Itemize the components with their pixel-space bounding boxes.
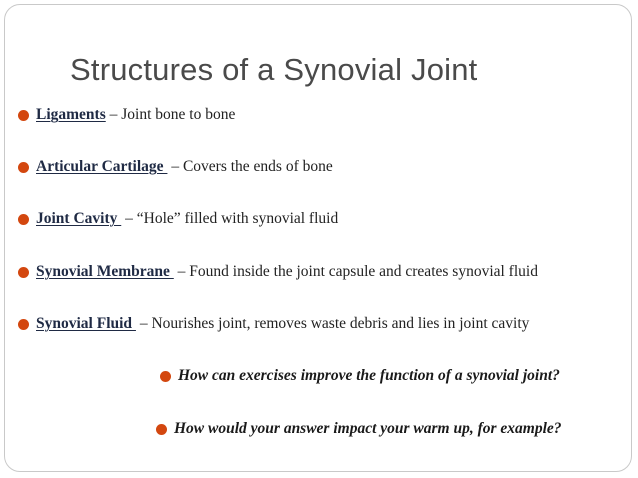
bullet-ligaments (18, 106, 235, 124)
question-text: How can exercises improve the function of a synovial joint? (178, 367, 560, 384)
bullet-synovial-fluid (18, 315, 529, 333)
bullet-description: – Joint bone to bone (105, 106, 236, 123)
bullet-joint-cavity (18, 210, 338, 228)
bullet-term: Articular Cartilage (36, 158, 168, 175)
question-text: How would your answer impact your warm up, for example? (174, 420, 562, 437)
question-warm-up (156, 420, 562, 438)
bullet-dot-icon (18, 267, 29, 278)
bullet-dot-icon (156, 424, 167, 435)
bullet-dot-icon (18, 319, 29, 330)
bullet-dot-icon (18, 162, 29, 173)
bullet-articular-cartilage (18, 158, 333, 176)
bullet-description: – “Hole” filled with synovial fluid (121, 210, 339, 227)
slide-title: Structures of a Synovial Joint (70, 52, 478, 87)
bullet-description: – Nourishes joint, removes waste debris and lies in joint cavity (135, 315, 530, 332)
bullet-description: – Found inside the joint capsule and creates synovial fluid (173, 263, 538, 280)
bullet-dot-icon (18, 214, 29, 225)
bullet-synovial-membrane (18, 263, 538, 281)
bullet-term: Synovial Membrane (36, 263, 174, 280)
question-exercises (160, 367, 560, 385)
bullet-description: – Covers the ends of bone (167, 158, 333, 175)
bullet-dot-icon (160, 371, 171, 382)
bullet-dot-icon (18, 110, 29, 121)
bullet-term: Ligaments (36, 106, 106, 123)
bullet-term: Synovial Fluid (36, 315, 136, 332)
bullet-term: Joint Cavity (36, 210, 122, 227)
